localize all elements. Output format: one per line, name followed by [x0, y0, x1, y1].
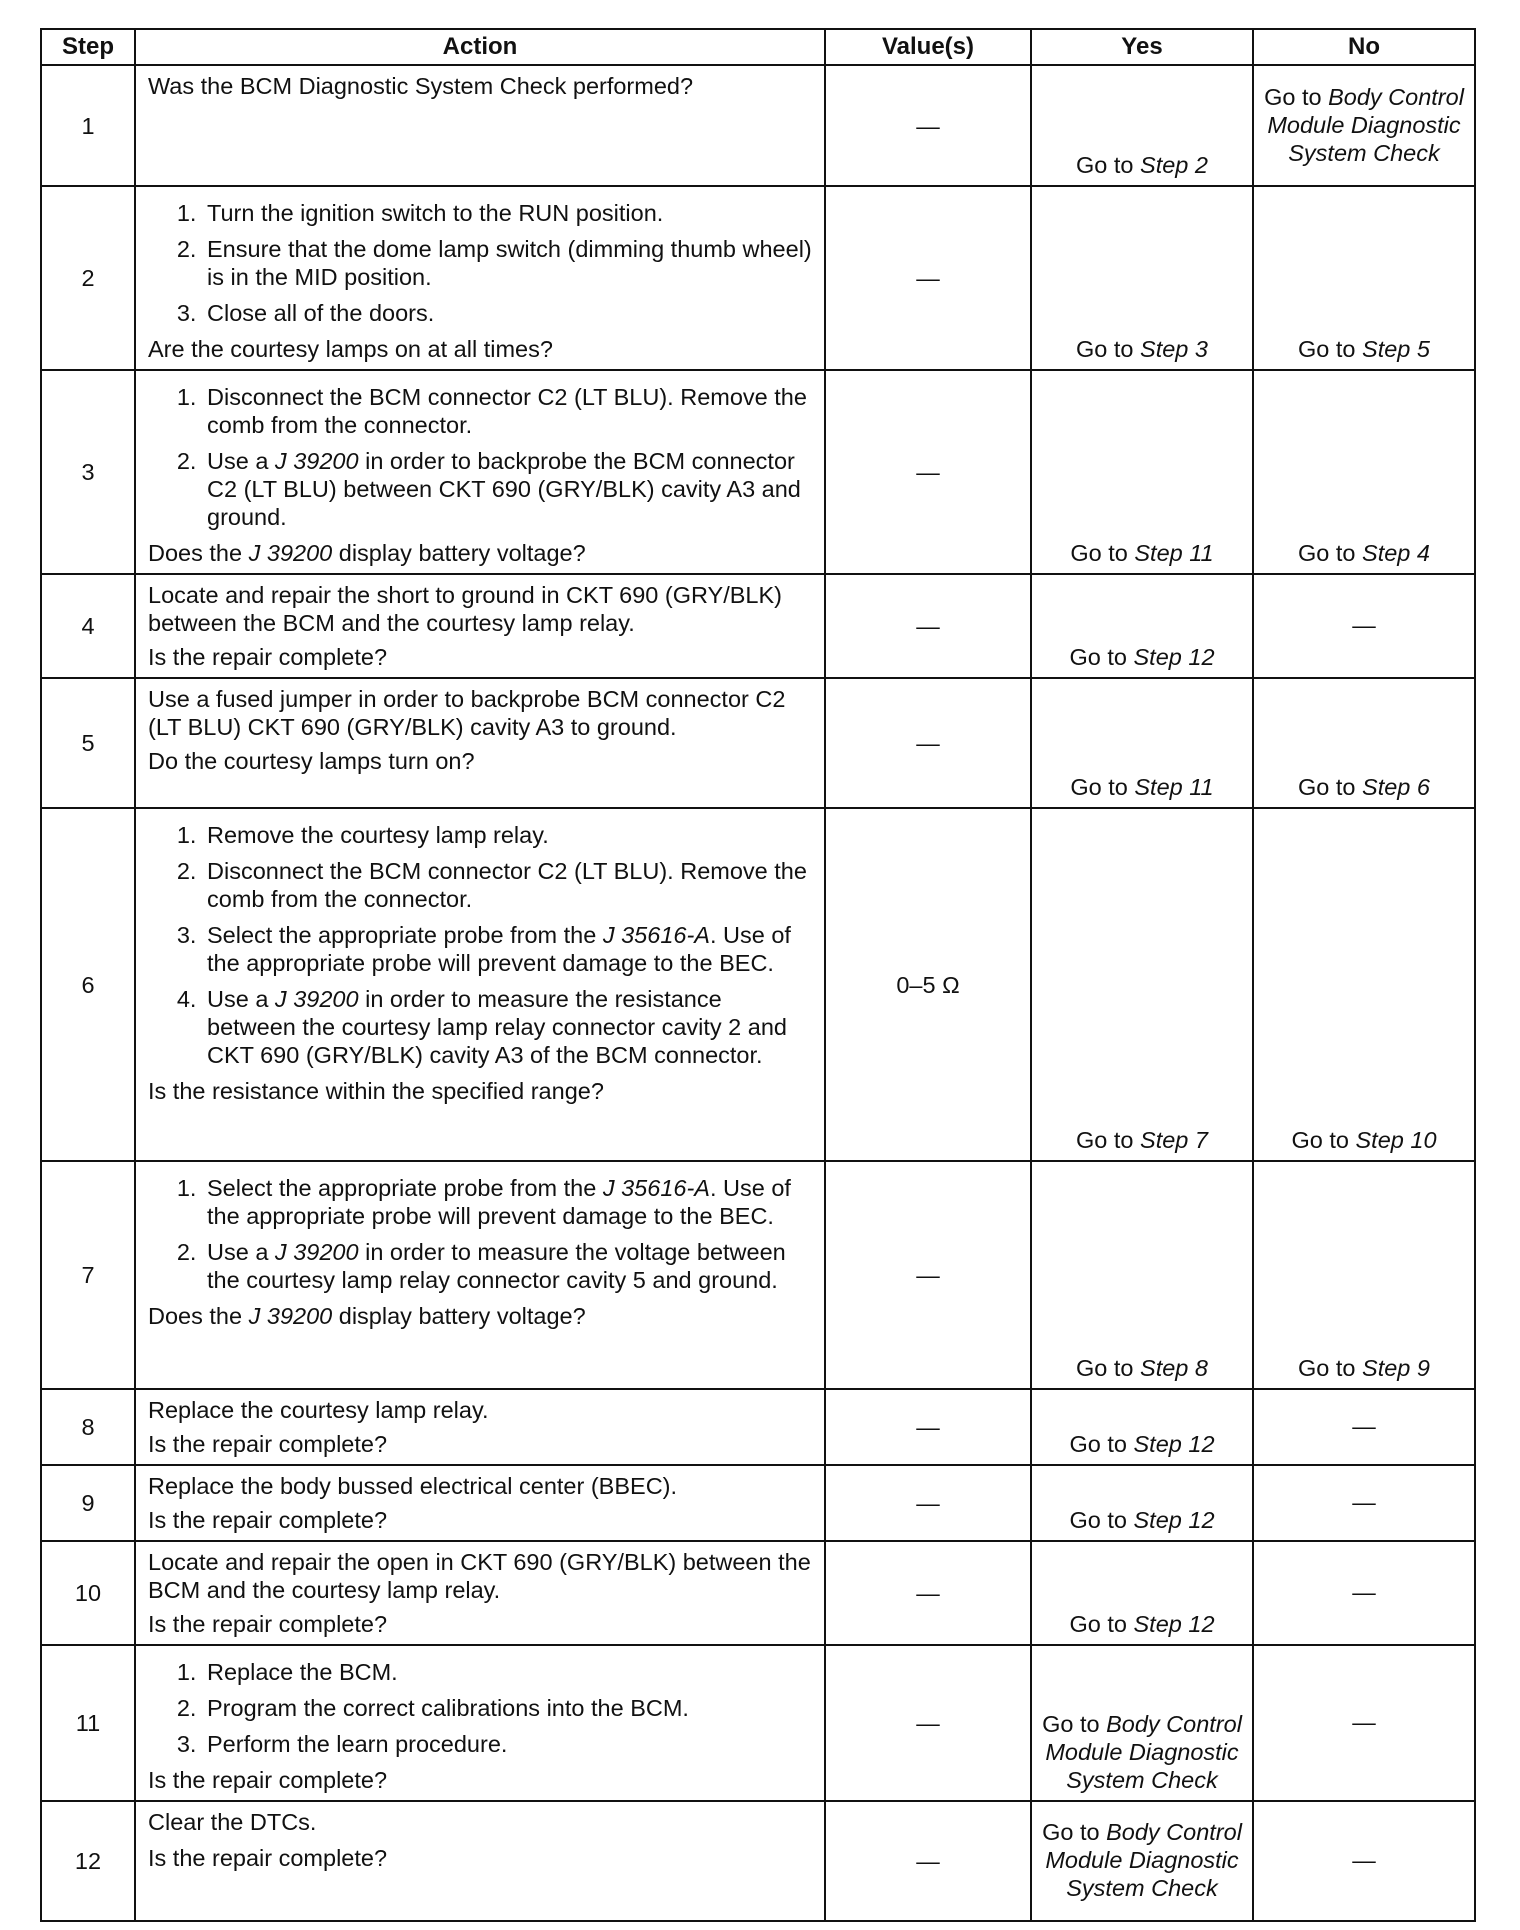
table-row — [41, 1541, 1475, 1645]
action-steps — [148, 383, 814, 531]
action-steps — [148, 1658, 814, 1758]
yes-cell: Go to Step 12 — [1031, 1465, 1253, 1541]
action-step: 2. Ensure that the dome lamp switch (dimming thumb wheel) is in the MID position. — [203, 235, 814, 291]
yes-link: Body Control Module Diagnostic System Check — [1045, 1819, 1242, 1901]
action-question: Does the J 39200 display battery voltage? — [148, 540, 586, 566]
value-cell: — — [825, 1801, 1031, 1921]
header-values: Value(s) — [825, 29, 1031, 65]
action-cell — [135, 370, 825, 574]
action-cell — [135, 1389, 825, 1465]
step-number: 9 — [41, 1465, 135, 1541]
action-question: Do the courtesy lamps turn on? — [148, 748, 475, 774]
action-text: Was the BCM Diagnostic System Check performed? — [148, 73, 694, 99]
no-cell: — — [1253, 1801, 1475, 1921]
table-row — [41, 370, 1475, 574]
table-row — [41, 678, 1475, 808]
table-row — [41, 186, 1475, 370]
action-step: 4. Use a J 39200 in order to measure the resistance between the courtesy lamp relay connector cavity 2 and CKT 690 (GRY/BLK) cavity A3 of the BCM connector. — [203, 985, 814, 1069]
no-cell: Go to Step 10 — [1253, 808, 1475, 1161]
yes-link: Step 2 — [1140, 152, 1208, 178]
action-text: Locate and repair the short to ground in CKT 690 (GRY/BLK) between the BCM and the courtesy lamp relay. — [148, 582, 782, 636]
action-steps — [148, 1174, 814, 1294]
action-cell — [135, 1161, 825, 1389]
action-question: Are the courtesy lamps on at all times? — [148, 336, 553, 362]
value-cell: — — [825, 678, 1031, 808]
yes-cell: Go to Step 12 — [1031, 1541, 1253, 1645]
step-number: 8 — [41, 1389, 135, 1465]
action-text: Replace the courtesy lamp relay. — [148, 1397, 489, 1423]
table-row — [41, 1645, 1475, 1801]
table-row — [41, 1801, 1475, 1921]
action-step: 1. Disconnect the BCM connector C2 (LT BLU). Remove the comb from the connector. — [203, 383, 814, 439]
yes-cell: Go to Step 11 — [1031, 678, 1253, 808]
action-question: Is the repair complete? — [148, 1611, 388, 1637]
action-step: 2. Program the correct calibrations into the BCM. — [203, 1694, 814, 1722]
action-steps — [148, 199, 814, 327]
action-cell — [135, 186, 825, 370]
step-number: 4 — [41, 574, 135, 678]
step-number: 10 — [41, 1541, 135, 1645]
header-action: Action — [135, 29, 825, 65]
action-question: Is the repair complete? — [148, 1507, 388, 1533]
no-cell: Go to Body Control Module Diagnostic System Check — [1253, 65, 1475, 186]
action-steps — [148, 821, 814, 1069]
table-row — [41, 1389, 1475, 1465]
no-cell: — — [1253, 1541, 1475, 1645]
action-text: Use a fused jumper in order to backprobe BCM connector C2 (LT BLU) CKT 690 (GRY/BLK) cavity A3 to ground. — [148, 686, 786, 740]
action-step: 2. Use a J 39200 in order to measure the voltage between the courtesy lamp relay connector cavity 5 and ground. — [203, 1238, 814, 1294]
no-link: Step 6 — [1362, 774, 1430, 800]
header-row — [41, 29, 1475, 65]
action-step: 1. Select the appropriate probe from the J 35616-A. Use of the appropriate probe will prevent damage to the BEC. — [203, 1174, 814, 1230]
action-text: Replace the body bussed electrical center (BBEC). — [148, 1473, 678, 1499]
action-question: Is the repair complete? — [148, 1431, 388, 1457]
header-no: No — [1253, 29, 1475, 65]
value-cell: — — [825, 1541, 1031, 1645]
no-link: Body Control Module Diagnostic System Check — [1267, 83, 1464, 166]
yes-link: Body Control Module Diagnostic System Check — [1045, 1711, 1242, 1793]
step-number: 3 — [41, 370, 135, 574]
action-step: 3. Select the appropriate probe from the J 35616-A. Use of the appropriate probe will prevent damage to the BEC. — [203, 921, 814, 977]
step-number: 7 — [41, 1161, 135, 1389]
no-cell: Go to Step 5 — [1253, 186, 1475, 370]
no-link: Step 10 — [1355, 1127, 1437, 1153]
yes-link: Step 3 — [1140, 336, 1208, 362]
table-row — [41, 574, 1475, 678]
value-cell: — — [825, 186, 1031, 370]
yes-cell: Go to Step 7 — [1031, 808, 1253, 1161]
no-cell: Go to Step 6 — [1253, 678, 1475, 808]
step-number: 12 — [41, 1801, 135, 1921]
no-link: Step 9 — [1362, 1355, 1430, 1381]
yes-link: Step 11 — [1134, 540, 1214, 566]
yes-cell: Go to Step 3 — [1031, 186, 1253, 370]
yes-cell: Go to Body Control Module Diagnostic System Check — [1031, 1801, 1253, 1921]
no-link: Step 5 — [1362, 336, 1430, 362]
value-cell: — — [825, 1161, 1031, 1389]
yes-cell: Go to Step 11 — [1031, 370, 1253, 574]
action-question: Is the repair complete? — [148, 644, 388, 670]
value-cell: — — [825, 1645, 1031, 1801]
table-row — [41, 65, 1475, 186]
action-question: Is the repair complete? — [148, 1845, 388, 1871]
header-yes: Yes — [1031, 29, 1253, 65]
no-cell: Go to Step 4 — [1253, 370, 1475, 574]
yes-cell: Go to Step 12 — [1031, 1389, 1253, 1465]
action-step: 3. Close all of the doors. — [203, 299, 814, 327]
yes-cell: Go to Step 2 — [1031, 65, 1253, 186]
value-cell: — — [825, 1389, 1031, 1465]
yes-link: Step 7 — [1140, 1127, 1208, 1153]
action-text: Locate and repair the open in CKT 690 (GRY/BLK) between the BCM and the courtesy lamp relay. — [148, 1549, 811, 1603]
yes-link: Step 12 — [1133, 1611, 1215, 1637]
no-cell: Go to Step 9 — [1253, 1161, 1475, 1389]
action-text: Clear the DTCs. — [148, 1809, 317, 1835]
step-number: 1 — [41, 65, 135, 186]
diagnostic-table — [40, 28, 1476, 1922]
yes-cell: Go to Body Control Module Diagnostic System Check — [1031, 1645, 1253, 1801]
step-number: 6 — [41, 808, 135, 1161]
action-question: Does the J 39200 display battery voltage? — [148, 1303, 586, 1329]
yes-link: Step 8 — [1140, 1355, 1208, 1381]
step-number: 2 — [41, 186, 135, 370]
value-cell: 0–5 Ω — [825, 808, 1031, 1161]
action-cell — [135, 1465, 825, 1541]
value-cell: — — [825, 1465, 1031, 1541]
action-cell — [135, 574, 825, 678]
no-cell: — — [1253, 574, 1475, 678]
no-cell: — — [1253, 1389, 1475, 1465]
action-step: 1. Remove the courtesy lamp relay. — [203, 821, 814, 849]
action-step: 3. Perform the learn procedure. — [203, 1730, 814, 1758]
value-cell: — — [825, 370, 1031, 574]
action-cell — [135, 1801, 825, 1921]
no-cell: — — [1253, 1645, 1475, 1801]
table-row — [41, 808, 1475, 1161]
action-step: 1. Turn the ignition switch to the RUN position. — [203, 199, 814, 227]
yes-cell: Go to Step 8 — [1031, 1161, 1253, 1389]
action-question: Is the resistance within the specified range? — [148, 1078, 604, 1104]
step-number: 11 — [41, 1645, 135, 1801]
yes-link: Step 11 — [1134, 774, 1214, 800]
yes-link: Step 12 — [1133, 1431, 1215, 1457]
yes-cell: Go to Step 12 — [1031, 574, 1253, 678]
table-row — [41, 1465, 1475, 1541]
action-cell — [135, 1645, 825, 1801]
no-link: Step 4 — [1362, 540, 1430, 566]
action-cell — [135, 1541, 825, 1645]
action-cell — [135, 65, 825, 186]
header-step: Step — [41, 29, 135, 65]
action-step: 2. Disconnect the BCM connector C2 (LT BLU). Remove the comb from the connector. — [203, 857, 814, 913]
action-cell — [135, 678, 825, 808]
action-step: 1. Replace the BCM. — [203, 1658, 814, 1686]
action-cell — [135, 808, 825, 1161]
table-row — [41, 1161, 1475, 1389]
action-step: 2. Use a J 39200 in order to backprobe the BCM connector C2 (LT BLU) between CKT 690 (GRY/BLK) cavity A3 and ground. — [203, 447, 814, 531]
yes-link: Step 12 — [1133, 1507, 1215, 1533]
step-number: 5 — [41, 678, 135, 808]
action-question: Is the repair complete? — [148, 1767, 388, 1793]
value-cell: — — [825, 65, 1031, 186]
yes-link: Step 12 — [1133, 644, 1215, 670]
no-cell: — — [1253, 1465, 1475, 1541]
value-cell: — — [825, 574, 1031, 678]
